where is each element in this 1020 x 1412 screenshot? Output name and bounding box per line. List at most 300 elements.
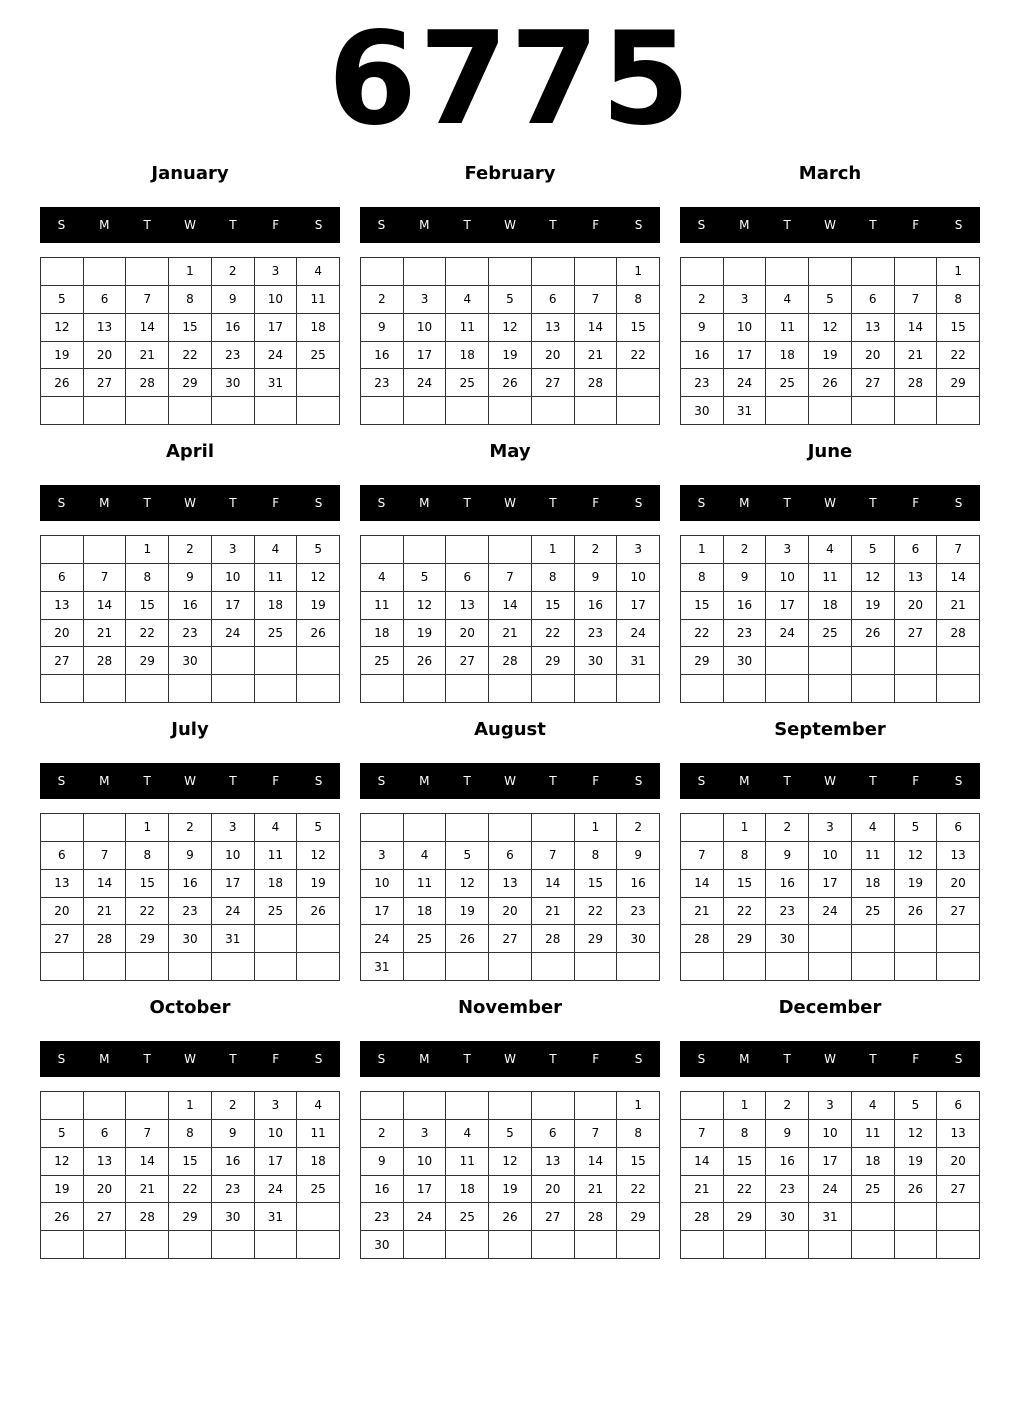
weekday-label: S xyxy=(634,774,643,788)
empty-day-cell xyxy=(361,258,404,286)
day-grid xyxy=(360,813,660,981)
day-cell: 1 xyxy=(617,258,660,286)
day-cell: 9 xyxy=(361,1148,404,1176)
day-cell: 15 xyxy=(617,314,660,342)
day-cell: 22 xyxy=(126,620,169,648)
day-cell: 3 xyxy=(404,1120,447,1148)
empty-day-cell xyxy=(895,675,938,703)
day-cell: 10 xyxy=(766,564,809,592)
empty-day-cell xyxy=(766,953,809,981)
day-cell: 1 xyxy=(724,1092,767,1120)
empty-day-cell xyxy=(575,258,618,286)
day-cell: 19 xyxy=(809,342,852,370)
day-cell: 6 xyxy=(852,286,895,314)
day-cell: 21 xyxy=(681,1176,724,1204)
day-cell: 15 xyxy=(532,592,575,620)
weekday-label: S xyxy=(377,218,386,232)
empty-day-cell xyxy=(41,1231,84,1259)
empty-day-cell xyxy=(84,397,127,425)
day-cell: 23 xyxy=(361,369,404,397)
empty-day-cell xyxy=(809,925,852,953)
weekday-label: M xyxy=(739,1052,750,1066)
day-cell: 11 xyxy=(446,1148,489,1176)
day-cell: 24 xyxy=(212,898,255,926)
weekday-label: M xyxy=(99,218,110,232)
weekday-label: W xyxy=(504,496,516,510)
empty-day-cell xyxy=(852,675,895,703)
weekday-header xyxy=(680,485,980,521)
empty-day-cell xyxy=(895,1203,938,1231)
day-cell: 17 xyxy=(809,1148,852,1176)
empty-day-cell xyxy=(255,397,298,425)
day-cell: 12 xyxy=(41,1148,84,1176)
day-cell: 17 xyxy=(724,342,767,370)
day-cell: 11 xyxy=(255,842,298,870)
day-cell: 13 xyxy=(532,314,575,342)
empty-day-cell xyxy=(681,675,724,703)
day-cell: 3 xyxy=(809,814,852,842)
empty-day-cell xyxy=(766,675,809,703)
day-cell: 19 xyxy=(41,342,84,370)
day-cell: 18 xyxy=(297,1148,340,1176)
day-cell: 26 xyxy=(895,1176,938,1204)
weekday-label: W xyxy=(184,1052,196,1066)
day-cell: 28 xyxy=(489,647,532,675)
day-cell: 7 xyxy=(126,1120,169,1148)
day-cell: 19 xyxy=(297,592,340,620)
day-cell: 6 xyxy=(84,1120,127,1148)
day-cell: 30 xyxy=(766,1203,809,1231)
day-cell: 1 xyxy=(617,1092,660,1120)
day-cell: 6 xyxy=(895,536,938,564)
day-cell: 25 xyxy=(766,369,809,397)
day-cell: 2 xyxy=(575,536,618,564)
empty-day-cell xyxy=(852,1231,895,1259)
day-cell: 25 xyxy=(255,620,298,648)
empty-day-cell xyxy=(361,814,404,842)
day-cell: 28 xyxy=(575,1203,618,1231)
day-cell: 21 xyxy=(126,342,169,370)
day-cell: 12 xyxy=(404,592,447,620)
weekday-label: T xyxy=(549,218,557,232)
day-cell: 15 xyxy=(575,870,618,898)
day-cell: 7 xyxy=(895,286,938,314)
month-january xyxy=(40,160,340,430)
day-cell: 23 xyxy=(681,369,724,397)
day-cell: 10 xyxy=(212,564,255,592)
day-cell: 4 xyxy=(297,258,340,286)
empty-day-cell xyxy=(169,1231,212,1259)
day-cell: 29 xyxy=(169,369,212,397)
empty-day-cell xyxy=(84,814,127,842)
month-name: December xyxy=(778,997,882,1018)
day-cell: 1 xyxy=(575,814,618,842)
day-cell: 21 xyxy=(937,592,980,620)
day-cell: 16 xyxy=(766,1148,809,1176)
day-cell: 29 xyxy=(681,647,724,675)
day-grid xyxy=(680,813,980,981)
day-cell: 26 xyxy=(297,620,340,648)
day-cell: 16 xyxy=(169,592,212,620)
day-cell: 26 xyxy=(852,620,895,648)
day-cell: 18 xyxy=(297,314,340,342)
day-cell: 22 xyxy=(724,1176,767,1204)
day-cell: 14 xyxy=(84,870,127,898)
day-cell: 15 xyxy=(681,592,724,620)
empty-day-cell xyxy=(169,953,212,981)
day-cell: 14 xyxy=(126,1148,169,1176)
empty-day-cell xyxy=(126,953,169,981)
weekday-label: F xyxy=(272,774,280,788)
day-cell: 25 xyxy=(446,369,489,397)
weekday-label: T xyxy=(869,1052,877,1066)
day-cell: 2 xyxy=(212,258,255,286)
day-cell: 11 xyxy=(297,286,340,314)
day-cell: 18 xyxy=(446,342,489,370)
day-cell: 21 xyxy=(681,898,724,926)
weekday-label: W xyxy=(504,218,516,232)
day-cell: 13 xyxy=(532,1148,575,1176)
day-cell: 27 xyxy=(84,369,127,397)
day-cell: 12 xyxy=(489,1148,532,1176)
empty-day-cell xyxy=(532,814,575,842)
day-cell: 28 xyxy=(84,647,127,675)
day-cell: 22 xyxy=(724,898,767,926)
weekday-header xyxy=(360,485,660,521)
day-cell: 12 xyxy=(489,314,532,342)
day-cell: 8 xyxy=(169,286,212,314)
day-cell: 10 xyxy=(404,1148,447,1176)
day-cell: 14 xyxy=(895,314,938,342)
empty-day-cell xyxy=(297,953,340,981)
weekday-label: S xyxy=(314,1052,323,1066)
weekday-label: T xyxy=(229,496,237,510)
day-cell: 11 xyxy=(297,1120,340,1148)
empty-day-cell xyxy=(297,925,340,953)
empty-day-cell xyxy=(255,647,298,675)
day-cell: 19 xyxy=(297,870,340,898)
day-cell: 23 xyxy=(575,620,618,648)
weekday-header xyxy=(680,207,980,243)
weekday-label: M xyxy=(419,496,430,510)
empty-day-cell xyxy=(895,647,938,675)
day-cell: 12 xyxy=(852,564,895,592)
day-cell: 18 xyxy=(852,870,895,898)
day-cell: 8 xyxy=(532,564,575,592)
day-cell: 2 xyxy=(681,286,724,314)
month-name: November xyxy=(457,997,563,1018)
empty-day-cell xyxy=(446,536,489,564)
day-cell: 17 xyxy=(404,1176,447,1204)
day-cell: 30 xyxy=(617,925,660,953)
day-cell: 30 xyxy=(169,647,212,675)
day-cell: 26 xyxy=(404,647,447,675)
day-cell: 18 xyxy=(404,898,447,926)
day-cell: 30 xyxy=(724,647,767,675)
weekday-label: T xyxy=(463,496,471,510)
empty-day-cell xyxy=(404,397,447,425)
day-cell: 7 xyxy=(681,842,724,870)
empty-day-cell xyxy=(895,1231,938,1259)
day-cell: 18 xyxy=(809,592,852,620)
day-cell: 8 xyxy=(681,564,724,592)
day-cell: 21 xyxy=(84,898,127,926)
weekday-label: S xyxy=(954,1052,963,1066)
day-cell: 19 xyxy=(404,620,447,648)
day-cell: 4 xyxy=(766,286,809,314)
empty-day-cell xyxy=(852,953,895,981)
day-cell: 21 xyxy=(575,1176,618,1204)
weekday-header xyxy=(680,1041,980,1077)
day-cell: 1 xyxy=(126,814,169,842)
month-february xyxy=(360,160,660,430)
day-cell: 1 xyxy=(532,536,575,564)
day-cell: 9 xyxy=(212,1120,255,1148)
day-cell: 31 xyxy=(724,397,767,425)
day-cell: 5 xyxy=(41,286,84,314)
day-cell: 4 xyxy=(852,1092,895,1120)
day-cell: 15 xyxy=(126,870,169,898)
day-cell: 9 xyxy=(575,564,618,592)
day-cell: 27 xyxy=(937,898,980,926)
empty-day-cell xyxy=(532,675,575,703)
day-cell: 16 xyxy=(766,870,809,898)
day-grid xyxy=(40,1091,340,1259)
weekday-label: W xyxy=(824,496,836,510)
weekday-label: F xyxy=(592,496,600,510)
weekday-label: T xyxy=(783,218,791,232)
empty-day-cell xyxy=(617,953,660,981)
day-cell: 23 xyxy=(212,1176,255,1204)
day-cell: 21 xyxy=(895,342,938,370)
day-cell: 8 xyxy=(724,1120,767,1148)
day-cell: 17 xyxy=(255,1148,298,1176)
day-cell: 21 xyxy=(532,898,575,926)
day-cell: 31 xyxy=(617,647,660,675)
day-cell: 11 xyxy=(766,314,809,342)
empty-day-cell xyxy=(297,1231,340,1259)
day-cell: 9 xyxy=(169,564,212,592)
weekday-label: S xyxy=(377,774,386,788)
empty-day-cell xyxy=(84,258,127,286)
day-cell: 19 xyxy=(489,1176,532,1204)
day-cell: 7 xyxy=(532,842,575,870)
day-cell: 19 xyxy=(895,870,938,898)
weekday-header xyxy=(680,763,980,799)
day-cell: 12 xyxy=(297,564,340,592)
day-cell: 10 xyxy=(809,1120,852,1148)
day-cell: 12 xyxy=(895,842,938,870)
weekday-label: M xyxy=(739,774,750,788)
empty-day-cell xyxy=(212,675,255,703)
empty-day-cell xyxy=(84,953,127,981)
day-cell: 8 xyxy=(937,286,980,314)
day-cell: 14 xyxy=(84,592,127,620)
month-november xyxy=(360,994,660,1264)
day-cell: 27 xyxy=(532,369,575,397)
empty-day-cell xyxy=(532,258,575,286)
empty-day-cell xyxy=(84,675,127,703)
weekday-label: F xyxy=(912,496,920,510)
empty-day-cell xyxy=(446,675,489,703)
day-cell: 14 xyxy=(532,870,575,898)
empty-day-cell xyxy=(361,1092,404,1120)
empty-day-cell xyxy=(937,925,980,953)
day-cell: 27 xyxy=(84,1203,127,1231)
day-cell: 4 xyxy=(446,1120,489,1148)
day-cell: 14 xyxy=(575,1148,618,1176)
day-cell: 16 xyxy=(575,592,618,620)
day-cell: 5 xyxy=(446,842,489,870)
empty-day-cell xyxy=(489,1092,532,1120)
day-cell: 1 xyxy=(724,814,767,842)
day-cell: 21 xyxy=(126,1176,169,1204)
empty-day-cell xyxy=(126,258,169,286)
empty-day-cell xyxy=(681,258,724,286)
day-cell: 12 xyxy=(446,870,489,898)
day-cell: 9 xyxy=(212,286,255,314)
empty-day-cell xyxy=(937,397,980,425)
day-cell: 24 xyxy=(809,1176,852,1204)
day-cell: 10 xyxy=(361,870,404,898)
empty-day-cell xyxy=(681,814,724,842)
day-cell: 25 xyxy=(297,1176,340,1204)
day-cell: 25 xyxy=(404,925,447,953)
empty-day-cell xyxy=(84,1231,127,1259)
day-cell: 5 xyxy=(852,536,895,564)
month-name: March xyxy=(798,163,862,184)
month-september xyxy=(680,716,980,986)
weekday-label: S xyxy=(634,218,643,232)
day-cell: 13 xyxy=(84,314,127,342)
day-cell: 26 xyxy=(489,369,532,397)
day-cell: 11 xyxy=(255,564,298,592)
empty-day-cell xyxy=(41,953,84,981)
day-cell: 29 xyxy=(617,1203,660,1231)
day-cell: 8 xyxy=(126,842,169,870)
day-cell: 13 xyxy=(84,1148,127,1176)
day-cell: 5 xyxy=(489,286,532,314)
empty-day-cell xyxy=(361,536,404,564)
empty-day-cell xyxy=(41,814,84,842)
day-grid xyxy=(40,813,340,981)
day-cell: 2 xyxy=(169,536,212,564)
month-name: May xyxy=(489,441,531,462)
day-cell: 4 xyxy=(255,536,298,564)
weekday-header xyxy=(40,1041,340,1077)
day-cell: 14 xyxy=(126,314,169,342)
empty-day-cell xyxy=(297,647,340,675)
empty-day-cell xyxy=(852,925,895,953)
day-cell: 31 xyxy=(255,1203,298,1231)
day-cell: 26 xyxy=(446,925,489,953)
day-cell: 6 xyxy=(446,564,489,592)
empty-day-cell xyxy=(809,397,852,425)
day-cell: 6 xyxy=(937,1092,980,1120)
weekday-label: W xyxy=(824,218,836,232)
day-cell: 17 xyxy=(255,314,298,342)
day-cell: 22 xyxy=(617,342,660,370)
year-title: 6775 xyxy=(327,5,693,154)
day-cell: 24 xyxy=(724,369,767,397)
empty-day-cell xyxy=(852,258,895,286)
empty-day-cell xyxy=(297,369,340,397)
empty-day-cell xyxy=(126,1092,169,1120)
day-cell: 2 xyxy=(766,1092,809,1120)
day-cell: 20 xyxy=(41,898,84,926)
day-cell: 9 xyxy=(169,842,212,870)
empty-day-cell xyxy=(937,953,980,981)
empty-day-cell xyxy=(41,1092,84,1120)
weekday-label: S xyxy=(954,496,963,510)
day-cell: 21 xyxy=(575,342,618,370)
day-cell: 14 xyxy=(575,314,618,342)
day-cell: 27 xyxy=(852,369,895,397)
day-cell: 30 xyxy=(169,925,212,953)
day-cell: 26 xyxy=(489,1203,532,1231)
day-cell: 17 xyxy=(212,592,255,620)
empty-day-cell xyxy=(489,258,532,286)
empty-day-cell xyxy=(937,647,980,675)
day-cell: 20 xyxy=(937,870,980,898)
empty-day-cell xyxy=(446,1092,489,1120)
day-cell: 25 xyxy=(361,647,404,675)
empty-day-cell xyxy=(84,1092,127,1120)
empty-day-cell xyxy=(255,675,298,703)
weekday-label: T xyxy=(143,218,151,232)
day-cell: 23 xyxy=(169,620,212,648)
empty-day-cell xyxy=(489,536,532,564)
day-cell: 6 xyxy=(532,286,575,314)
day-cell: 18 xyxy=(446,1176,489,1204)
empty-day-cell xyxy=(126,1231,169,1259)
day-cell: 17 xyxy=(766,592,809,620)
day-cell: 20 xyxy=(532,342,575,370)
weekday-label: W xyxy=(184,218,196,232)
day-cell: 2 xyxy=(724,536,767,564)
empty-day-cell xyxy=(937,1203,980,1231)
day-cell: 2 xyxy=(766,814,809,842)
day-cell: 7 xyxy=(575,286,618,314)
day-cell: 9 xyxy=(766,842,809,870)
day-cell: 30 xyxy=(212,369,255,397)
day-cell: 17 xyxy=(809,870,852,898)
weekday-label: M xyxy=(419,774,430,788)
day-cell: 13 xyxy=(937,1120,980,1148)
empty-day-cell xyxy=(724,675,767,703)
day-cell: 5 xyxy=(41,1120,84,1148)
day-cell: 28 xyxy=(895,369,938,397)
weekday-label: T xyxy=(229,218,237,232)
day-cell: 29 xyxy=(126,647,169,675)
day-cell: 15 xyxy=(937,314,980,342)
day-cell: 5 xyxy=(297,814,340,842)
day-grid xyxy=(360,1091,660,1259)
day-cell: 4 xyxy=(809,536,852,564)
day-cell: 31 xyxy=(809,1203,852,1231)
day-cell: 27 xyxy=(41,925,84,953)
day-cell: 28 xyxy=(84,925,127,953)
day-cell: 1 xyxy=(681,536,724,564)
empty-day-cell xyxy=(766,1231,809,1259)
day-cell: 31 xyxy=(361,953,404,981)
day-cell: 9 xyxy=(766,1120,809,1148)
day-cell: 23 xyxy=(766,1176,809,1204)
weekday-label: W xyxy=(824,1052,836,1066)
empty-day-cell xyxy=(212,647,255,675)
day-cell: 30 xyxy=(212,1203,255,1231)
day-cell: 22 xyxy=(575,898,618,926)
